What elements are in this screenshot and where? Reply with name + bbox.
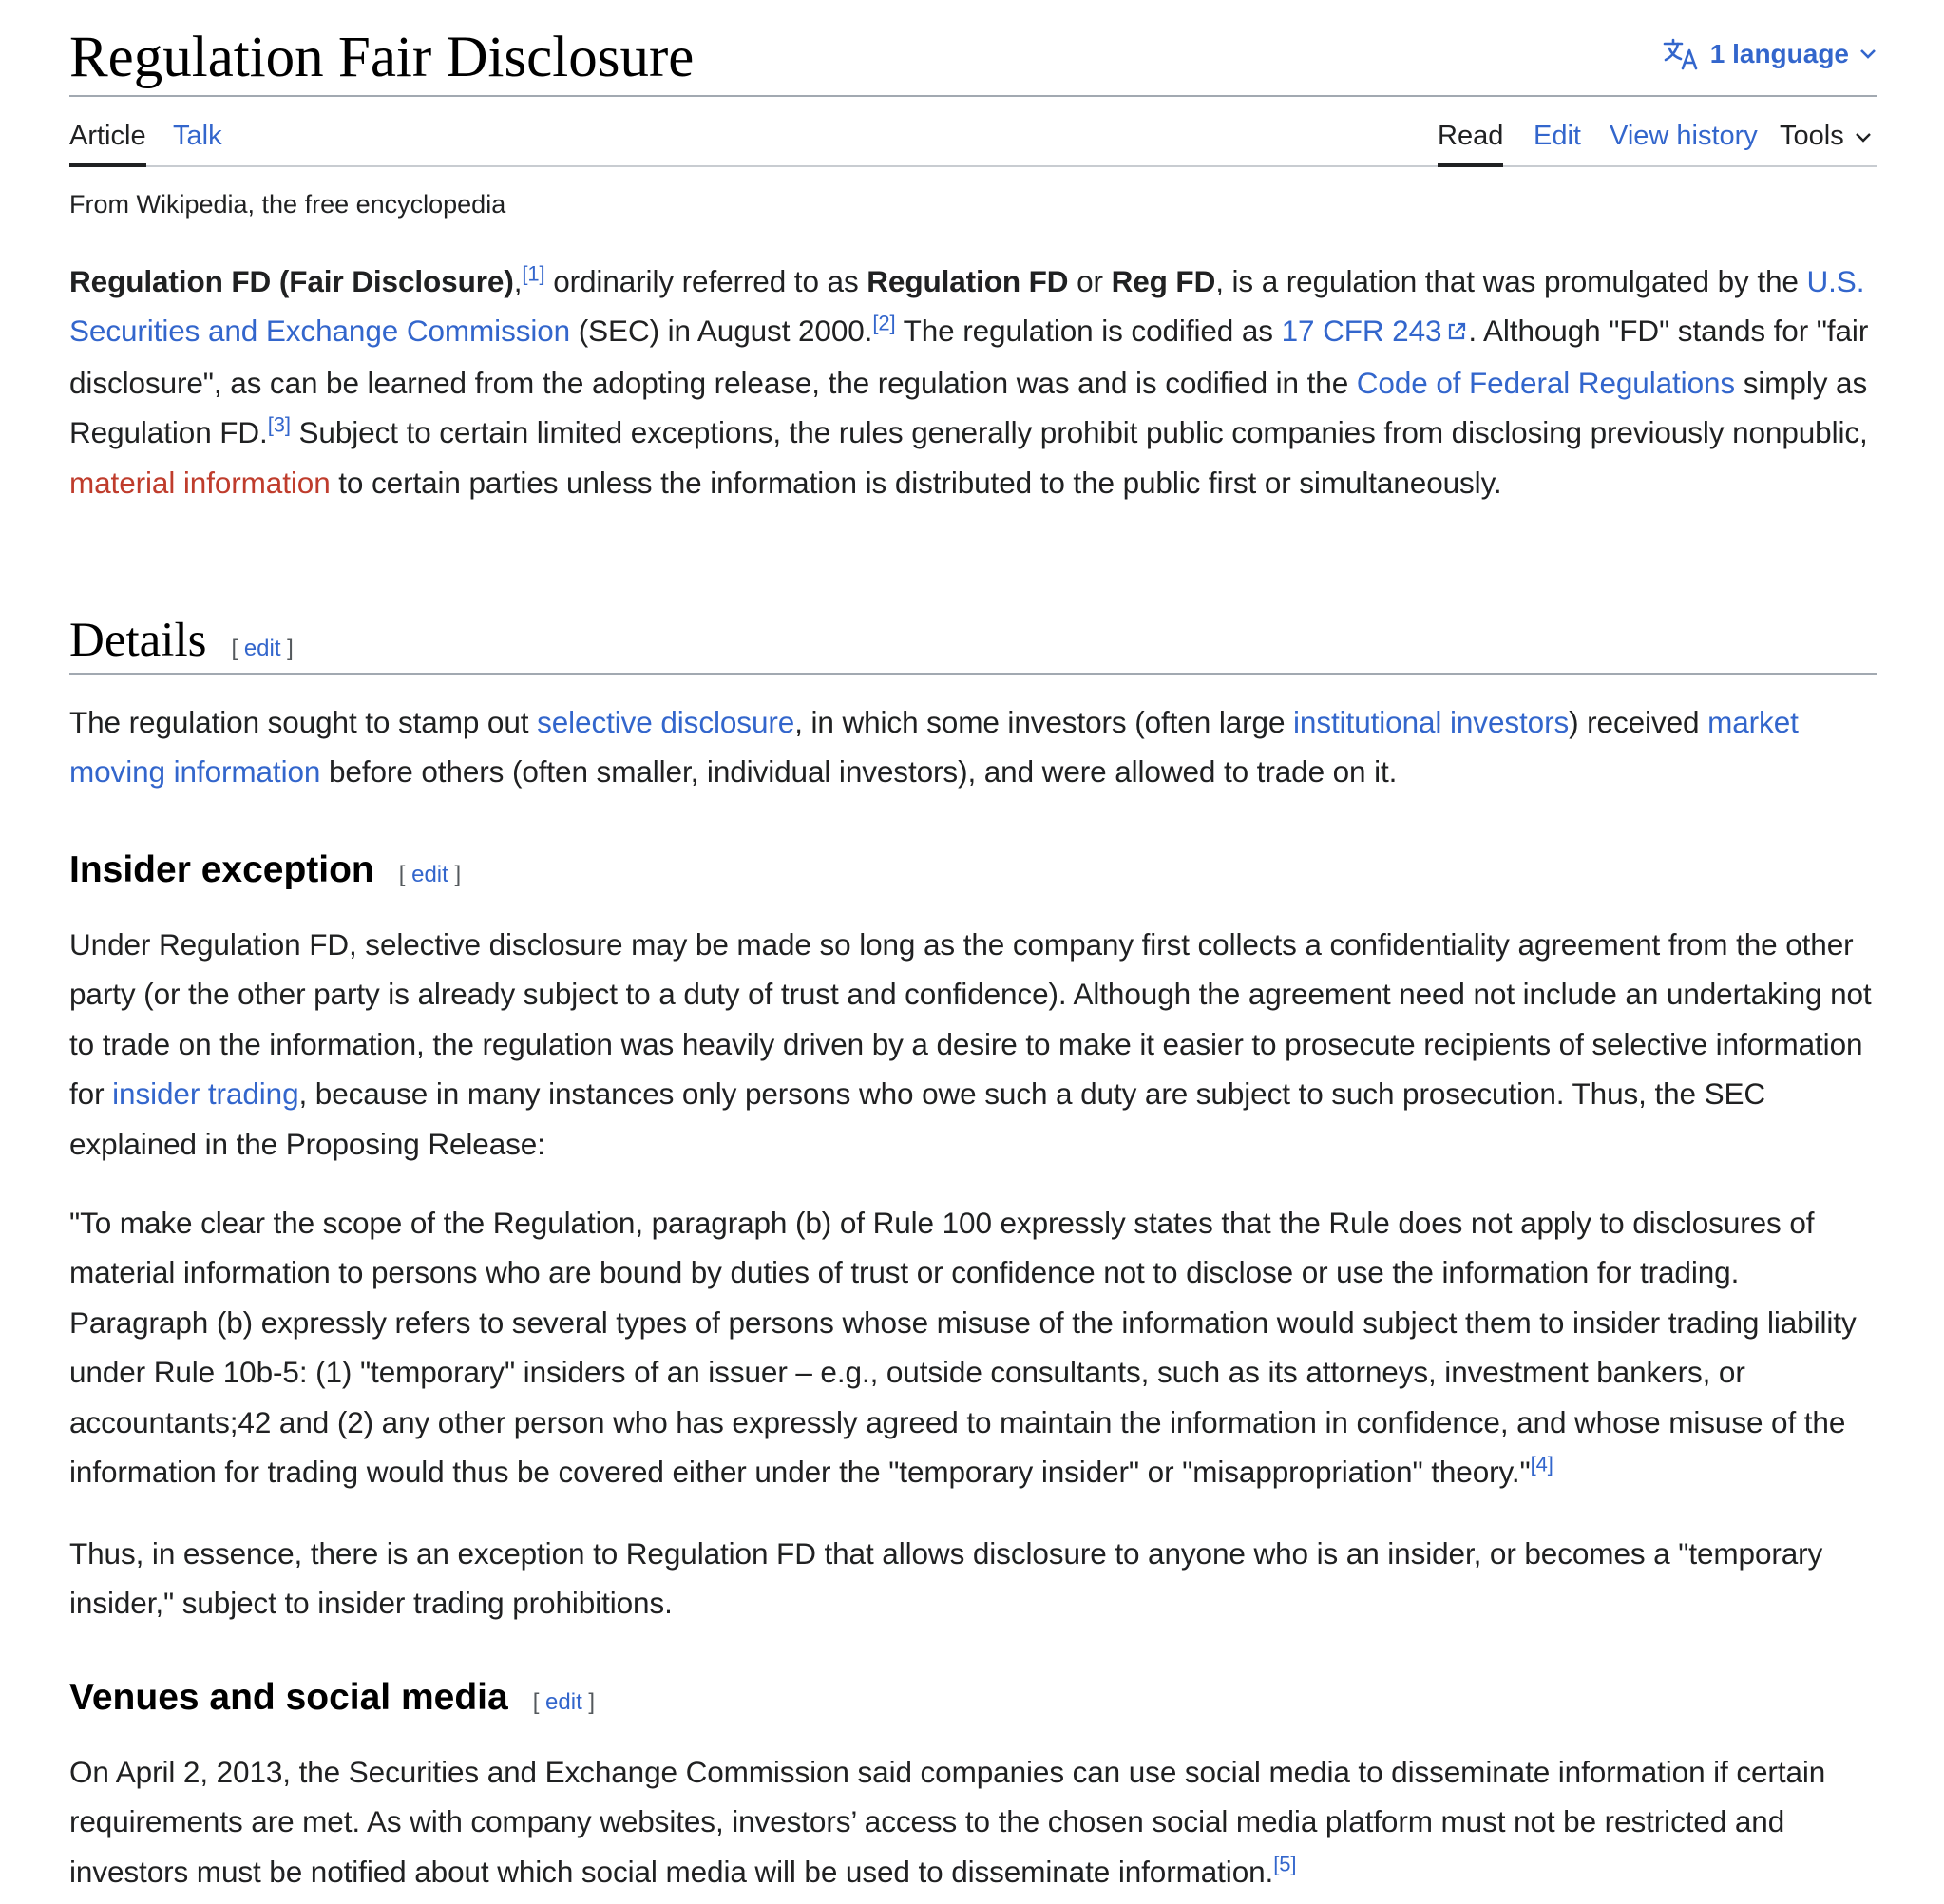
insider-summary-paragraph: Thus, in essence, there is an exception to Regulation FD that allows disclosure to anyone who is an insider, or becomes a "temporary insider," subject to insider trading prohibitions. — [69, 1536, 1823, 1621]
reference-5[interactable]: [5] — [1273, 1852, 1297, 1876]
section-edit-link: [ edit ] — [398, 862, 462, 887]
bold-term: Reg FD — [1111, 264, 1216, 298]
details-paragraph: The regulation sought to stamp out selective disclosure, in which some investors (often large institutional investors) received market moving information before others (often smaller, individual investors), and were allowed to trade on it. — [69, 705, 1799, 790]
bold-term: Regulation FD (Fair Disclosure) — [69, 264, 514, 298]
reference-1[interactable]: [1] — [522, 261, 545, 286]
tab-talk[interactable]: Talk — [173, 121, 222, 151]
link-code-of-federal-regulations[interactable]: Code of Federal Regulations — [1356, 365, 1736, 400]
insider-exception-heading: Insider exception — [69, 849, 374, 890]
sec-quote-paragraph: "To make clear the scope of the Regulation, paragraph (b) of Rule 100 expressly states that the Rule does not apply to disclosures of material information to persons who are bound by duties of trust or confidence not to disclose or use the information for trading. Paragraph (b) expressly refers to several types of persons whose misuse of the information would subject them to insider trading liability under Rule 10b-5: (1) "temporary" insiders of an issuer – e.g., outside consultants, such as its attorneys, investment bankers, or accountants;42 and (2) any other person who has expressly agreed to maintain the information in confidence, and whose misuse of the information for trading would thus be covered either under the "temporary insider" or "misappropriation" theory."[4] — [69, 1206, 1857, 1490]
site-tagline: From Wikipedia, the free encyclopedia — [69, 190, 506, 219]
title-bar — [69, 21, 1877, 97]
link-17-cfr-243[interactable]: 17 CFR 243 — [1282, 314, 1469, 348]
bold-term: Regulation FD — [867, 264, 1069, 298]
venues-heading: Venues and social media — [69, 1677, 508, 1718]
insider-paragraph: Under Regulation FD, selective disclosure may be made so long as the company first collects a confidentiality agreement from the other party (or the other party is already subject to a duty of trust and confidence). Although the agreement need not include an undertaking not to trade on the information, the regulation was heavily driven by a desire to make it easier to prosecute recipients of selective information for insider trading, because in many instances only persons who owe such a duty are subject to such prosecution. Thus, the SEC explained in the Proposing Release: — [69, 927, 1872, 1161]
edit-details-link[interactable]: edit — [243, 636, 281, 661]
section-heading-venues — [69, 1673, 595, 1723]
link-selective-disclosure[interactable]: selective disclosure — [537, 705, 795, 739]
tools-menu-label: Tools — [1780, 121, 1844, 151]
language-button-label: 1 language — [1709, 39, 1849, 68]
section-edit-link: [ edit ] — [532, 1689, 596, 1715]
link-institutional-investors[interactable]: institutional investors — [1293, 705, 1570, 739]
page-tabs — [69, 95, 1877, 167]
chevron-down-icon — [1858, 48, 1877, 61]
edit-venues-link[interactable]: edit — [545, 1689, 582, 1715]
chevron-down-icon — [1854, 118, 1873, 154]
section-heading-insider-exception — [69, 846, 461, 895]
reference-3[interactable]: [3] — [267, 412, 291, 437]
details-heading: Details [ edit ] — [69, 614, 294, 667]
tools-menu[interactable] — [1780, 118, 1873, 154]
tab-read[interactable]: Read — [1438, 118, 1503, 154]
section-edit-link: [ edit ] — [231, 636, 294, 661]
link-market-moving-information[interactable]: market moving information — [69, 705, 1799, 790]
link-sec[interactable]: U.S. Securities and Exchange Commission — [69, 264, 1865, 349]
page-title: Regulation Fair Disclosure — [69, 26, 695, 89]
external-link-icon — [1445, 308, 1468, 357]
link-insider-trading[interactable]: insider trading — [112, 1076, 299, 1112]
language-button[interactable] — [1663, 38, 1877, 70]
venues-paragraph: On April 2, 2013, the Securities and Exchange Commission said companies can use social media to disseminate information if certain requirements are met. As with company websites, investors’ access to the chosen social media platform must not be restricted and investors must be notified about which social media will be used to disseminate information.[5] — [69, 1755, 1826, 1889]
reference-4[interactable]: [4] — [1530, 1452, 1553, 1476]
reference-2[interactable]: [2] — [872, 311, 896, 335]
tab-view-history[interactable]: View history — [1610, 121, 1758, 151]
tab-edit[interactable]: Edit — [1534, 121, 1581, 151]
edit-insider-exception-link[interactable]: edit — [411, 862, 448, 887]
translate-icon — [1663, 38, 1701, 70]
link-material-information[interactable]: material information — [69, 465, 331, 500]
intro-paragraph: Regulation FD (Fair Disclosure),[1] ordinarily referred to as Regulation FD or Reg FD, is a regulation that was promulgated by the U.S. Securities and Exchange Commission (SEC) in August 2000.[2] The regulation is codified as 17 CFR 243 . Although "FD" stands for "fair disclosure", as can be learned from the adopting release, the regulation was and is codified in the Code of Federal Regulations simply as Regulation FD.[3] Subject to certain limited exceptions, the rules generally prohibit public companies from disclosing previously nonpublic, material information to certain parties unless the information is distributed to the public first or simultaneously. — [69, 261, 1869, 500]
section-heading-details — [69, 612, 1877, 675]
tab-article[interactable]: Article — [69, 118, 146, 154]
